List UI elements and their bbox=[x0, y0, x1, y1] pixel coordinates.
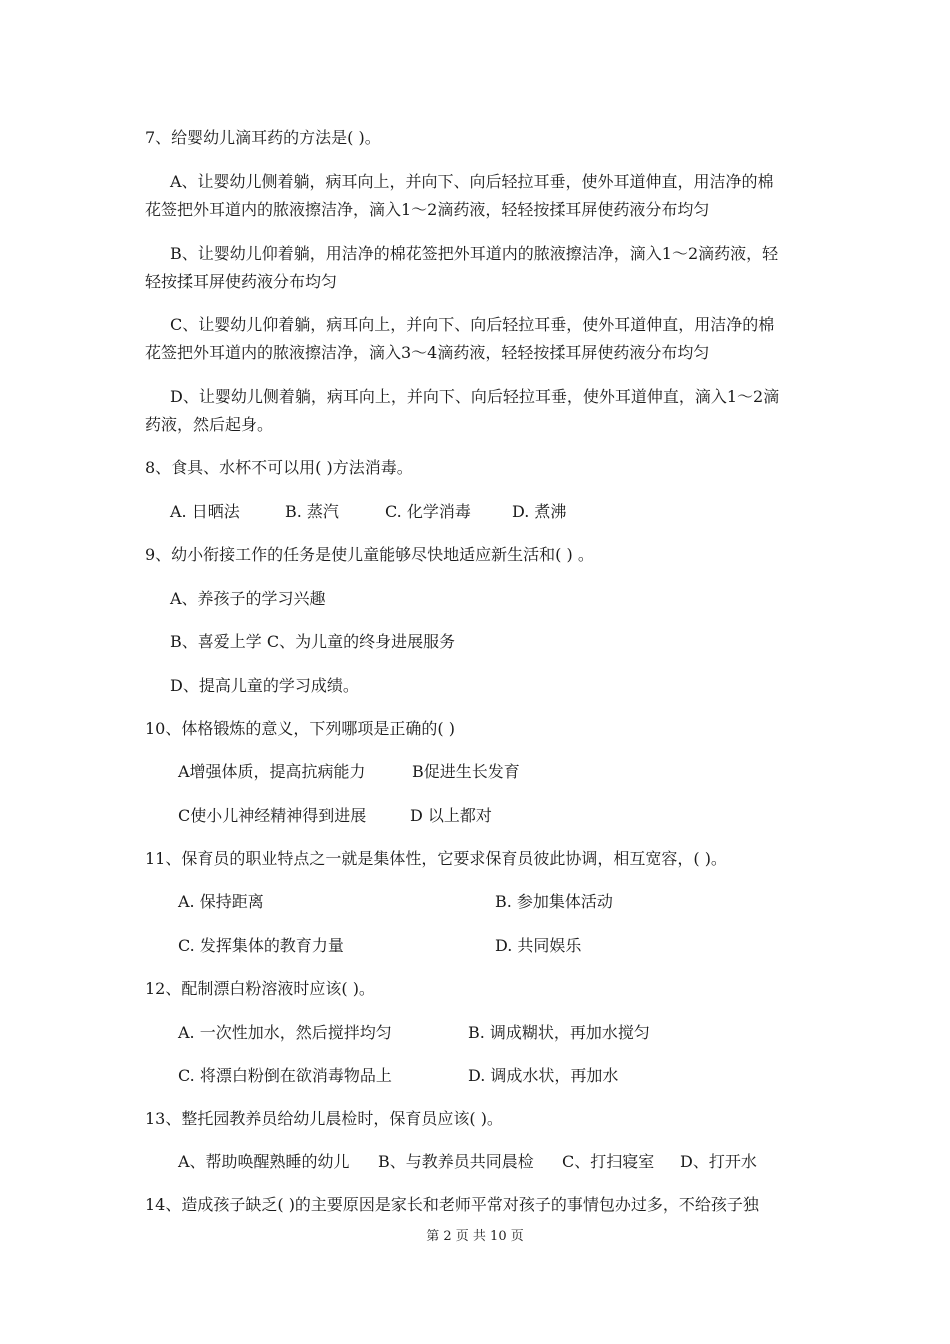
question-13-option-a: A、帮助唤醒熟睡的幼儿 bbox=[178, 1152, 350, 1171]
question-11-option-b: B. 参加集体活动 bbox=[495, 892, 613, 911]
question-13-option-b: B、与教养员共同晨检 bbox=[378, 1152, 534, 1171]
question-10-option-b: B促进生长发育 bbox=[412, 762, 520, 781]
page-number-footer: 第 2 页 共 10 页 bbox=[426, 1229, 524, 1244]
question-12-option-d: D. 调成水状，再加水 bbox=[468, 1066, 619, 1085]
question-13-option-c: C、打扫寝室 bbox=[562, 1152, 655, 1171]
question-7-option-a-line2: 花签把外耳道内的脓液擦洁净，滴入1～2滴药液，轻轻按揉耳屏使药液分布均匀 bbox=[145, 200, 710, 219]
question-8-stem: 8、食具、水杯不可以用( )方法消毒。 bbox=[145, 458, 413, 477]
question-10-option-c: C使小儿神经精神得到进展 bbox=[178, 806, 367, 825]
question-7-option-c-line1: C、让婴幼儿仰着躺，病耳向上，并向下、向后轻拉耳垂，使外耳道伸直，用洁净的棉 bbox=[170, 315, 775, 334]
question-8-option-d: D. 煮沸 bbox=[512, 502, 567, 521]
question-10-option-d: D 以上都对 bbox=[410, 806, 492, 825]
question-9-option-a: A、养孩子的学习兴趣 bbox=[170, 589, 326, 608]
question-12-stem: 12、配制漂白粉溶液时应该( )。 bbox=[145, 979, 375, 998]
question-8-option-c: C. 化学消毒 bbox=[385, 502, 471, 521]
question-9-stem: 9、幼小衔接工作的任务是使儿童能够尽快地适应新生活和( ) 。 bbox=[145, 545, 594, 564]
question-11-stem: 11、保育员的职业特点之一就是集体性，它要求保育员彼此协调，相互宽容，( )。 bbox=[145, 849, 727, 868]
question-9-option-bc: B、喜爱上学 C、为儿童的终身进展服务 bbox=[170, 632, 456, 651]
question-10-stem: 10、体格锻炼的意义，下列哪项是正确的( ) bbox=[145, 719, 455, 738]
question-7-option-d-line2: 药液，然后起身。 bbox=[145, 415, 274, 434]
question-10-option-a: A增强体质，提高抗病能力 bbox=[178, 762, 366, 781]
question-9-option-d: D、提高儿童的学习成绩。 bbox=[170, 676, 359, 695]
question-13-option-d: D、打开水 bbox=[680, 1152, 757, 1171]
question-7-option-b-line1: B、让婴幼儿仰着躺，用洁净的棉花签把外耳道内的脓液擦洁净，滴入1～2滴药液，轻 bbox=[170, 244, 779, 263]
question-7-option-c-line2: 花签把外耳道内的脓液擦洁净，滴入3～4滴药液，轻轻按揉耳屏使药液分布均匀 bbox=[145, 343, 710, 362]
question-13-stem: 13、整托园教养员给幼儿晨检时，保育员应该( )。 bbox=[145, 1109, 503, 1128]
question-12-option-a: A. 一次性加水，然后搅拌均匀 bbox=[178, 1023, 392, 1042]
question-12-option-b: B. 调成糊状，再加水搅匀 bbox=[468, 1023, 650, 1042]
question-7-option-d-line1: D、让婴幼儿侧着躺，病耳向上，并向下、向后轻拉耳垂，使外耳道伸直，滴入1～2滴 bbox=[170, 387, 780, 406]
question-12-option-c: C. 将漂白粉倒在欲消毒物品上 bbox=[178, 1066, 392, 1085]
question-7-stem: 7、给婴幼儿滴耳药的方法是( )。 bbox=[145, 128, 381, 147]
question-14-stem: 14、造成孩子缺乏( )的主要原因是家长和老师平常对孩子的事情包办过多，不给孩子独 bbox=[145, 1195, 759, 1214]
question-8-option-b: B. 蒸汽 bbox=[285, 502, 339, 521]
question-11-option-a: A. 保持距离 bbox=[178, 892, 264, 911]
question-7-option-a-line1: A、让婴幼儿侧着躺，病耳向上，并向下、向后轻拉耳垂，使外耳道伸直，用洁净的棉 bbox=[170, 172, 774, 191]
question-8-option-a: A. 日晒法 bbox=[170, 502, 240, 521]
question-7-option-b-line2: 轻按揉耳屏使药液分布均匀 bbox=[145, 272, 338, 291]
question-11-option-c: C. 发挥集体的教育力量 bbox=[178, 936, 344, 955]
question-11-option-d: D. 共同娱乐 bbox=[495, 936, 582, 955]
